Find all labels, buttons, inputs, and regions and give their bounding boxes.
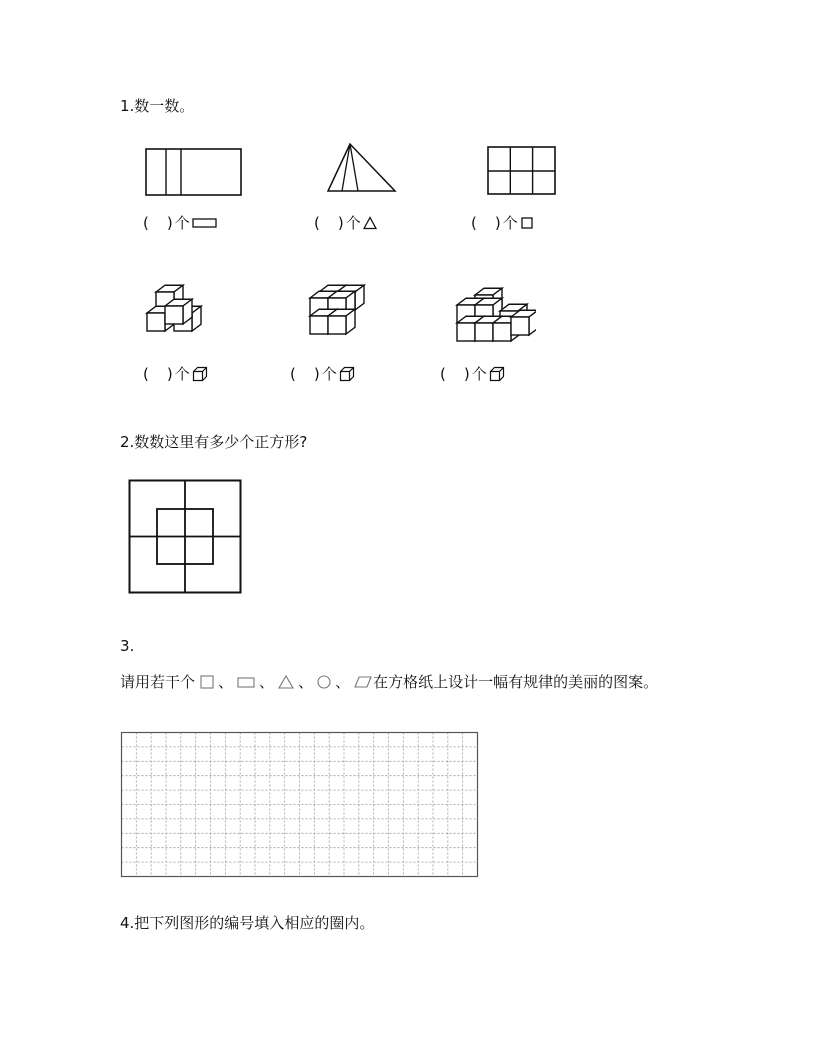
separator: 、 [259,673,275,691]
close-paren: ) [337,214,344,232]
question-3-instruction [120,672,658,692]
answer-blank[interactable] [143,213,218,233]
separator: 、 [335,673,351,691]
open-paren: ( [314,214,320,232]
circle-icon [316,674,332,690]
close-paren: ) [463,365,470,383]
triangle-icon [277,674,295,690]
open-paren: ( [143,365,149,383]
cube [165,299,192,324]
instruction-suffix: 在方格纸上设计一幅有规律的美丽的图案。 [373,673,659,691]
cube [328,309,355,334]
answer-blank[interactable] [440,364,505,384]
cube-icon [339,366,355,382]
cube-stack-figure-1 [136,278,208,344]
close-paren: ) [494,214,501,232]
separator: 、 [298,673,314,691]
answer-blank[interactable] [471,213,534,233]
answer-blank[interactable] [314,213,377,233]
unit-label: 个 [471,365,487,383]
answer-blank[interactable] [290,364,355,384]
triangle-figure [326,142,398,194]
close-paren: ) [166,214,173,232]
unit-label: 个 [174,214,190,232]
answer-blank[interactable] [143,364,208,384]
rectangle-icon [192,217,218,229]
unit-label: 个 [345,214,361,232]
square-icon [199,674,215,690]
open-paren: ( [440,365,446,383]
question-4-title: 4.把下列图形的编号填入相应的圈内。 [120,914,375,932]
rectangle-icon [236,675,256,689]
close-paren: ) [313,365,320,383]
square-icon [520,216,534,230]
cube-stack-figure-3 [450,285,536,351]
unit-label: 个 [502,214,518,232]
open-paren: ( [290,365,296,383]
question-2-title: 2.数数这里有多少个正方形? [120,433,308,451]
nested-squares-figure [128,479,243,595]
cube [511,310,536,335]
triangle-icon [363,216,377,230]
question-3-number: 3. [120,637,135,655]
cube-icon [489,366,505,382]
square-grid-figure [487,146,557,196]
cube-stack-figure-2 [303,282,367,348]
unit-label: 个 [321,365,337,383]
separator: 、 [218,673,234,691]
rectangle-figure [145,148,243,198]
close-paren: ) [166,365,173,383]
open-paren: ( [143,214,149,232]
question-1-title: 1.数一数。 [120,97,195,115]
grid-paper[interactable] [120,731,480,878]
cube-icon [192,366,208,382]
open-paren: ( [471,214,477,232]
parallelogram-icon [353,675,373,689]
unit-label: 个 [174,365,190,383]
instruction-prefix: 请用若干个 [120,673,196,691]
